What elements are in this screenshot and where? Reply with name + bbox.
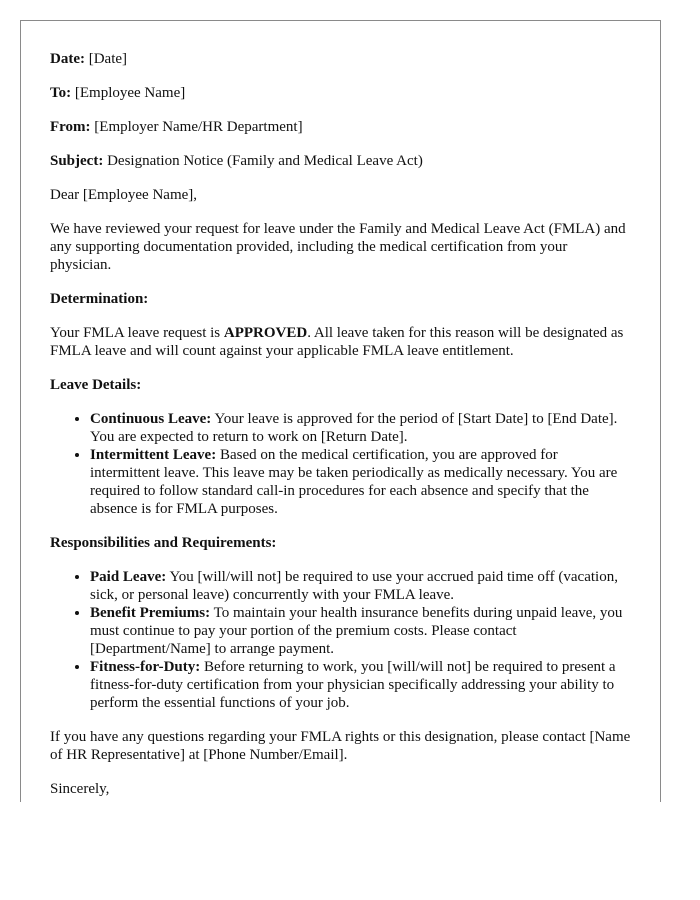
subject-label: Subject: — [50, 153, 104, 169]
list-item-paid-leave — [90, 568, 631, 604]
leave-details-heading-text: Leave Details: — [50, 377, 142, 393]
letter-page — [20, 20, 661, 802]
list-item-benefit-premiums — [90, 604, 631, 658]
determination-text-before: Your FMLA leave request is — [50, 325, 224, 341]
list-item-text: Your leave is approved for the period of [Start Date] to [End Date]. You are expected to return to work on [Return Date]. — [90, 411, 618, 445]
list-item-text: To maintain your health insurance benefits during unpaid leave, you must continue to pay your portion of the premium costs. Please contact [Department/Name] to arrange payment. — [90, 605, 623, 657]
to-line — [50, 84, 631, 102]
to-value: [Employee Name] — [74, 85, 186, 101]
determination-heading-text: Determination: — [50, 291, 149, 307]
determination-paragraph — [50, 324, 631, 360]
from-value: [Employer Name/HR Department] — [94, 119, 303, 135]
list-item-intermittent-leave — [90, 446, 631, 518]
leave-details-list — [50, 410, 631, 518]
determination-text-after: . All leave taken for this reason will be designated as FMLA leave and will count against your applicable FMLA leave entitlement. — [50, 325, 624, 359]
responsibilities-heading — [50, 534, 631, 552]
list-item-label: Intermittent Leave: — [90, 447, 217, 463]
signoff: Sincerely, — [50, 781, 110, 797]
salutation: Dear [Employee Name], — [50, 187, 198, 203]
from-line — [50, 118, 631, 136]
list-item-text: Based on the medical certification, you are approved for intermittent leave. This leave may be taken periodically as medically necessary. You are required to follow standard call-in procedures for each absence and specify that the absence is for FMLA purposes. — [90, 447, 618, 517]
subject-line — [50, 152, 631, 170]
responsibilities-heading-text: Responsibilities and Requirements: — [50, 535, 277, 551]
leave-details-heading — [50, 376, 631, 394]
date-label: Date: — [50, 51, 85, 67]
to-label: To: — [50, 85, 72, 101]
closing-paragraph: If you have any questions regarding your FMLA rights or this designation, please contact [Name of HR Representative] at [Phone Number/Email]. — [50, 729, 631, 763]
list-item-label: Benefit Premiums: — [90, 605, 211, 621]
subject-value: Designation Notice (Family and Medical Leave Act) — [107, 153, 423, 169]
date-line — [50, 50, 631, 68]
determination-status: APPROVED — [223, 325, 308, 341]
list-item-text: You [will/will not] be required to use your accrued paid time off (vacation, sick, or personal leave) concurrently with your FMLA leave. — [90, 569, 618, 603]
from-label: From: — [50, 119, 91, 135]
responsibilities-list — [50, 568, 631, 712]
list-item-continuous-leave — [90, 410, 631, 446]
letter-content — [21, 21, 660, 798]
determination-heading — [50, 290, 631, 308]
list-item-label: Continuous Leave: — [90, 411, 212, 427]
list-item-label: Paid Leave: — [90, 569, 167, 585]
date-value: [Date] — [88, 51, 128, 67]
intro-paragraph: We have reviewed your request for leave under the Family and Medical Leave Act (FMLA) and any supporting documentation provided, including the medical certification from your physician. — [50, 221, 626, 273]
list-item-label: Fitness-for-Duty: — [90, 659, 201, 675]
list-item-fitness-for-duty — [90, 658, 631, 712]
list-item-text: Before returning to work, you [will/will not] be required to present a fitness-for-duty certification from your physician specifically addressing your ability to perform the essential functions of your job. — [90, 659, 616, 711]
